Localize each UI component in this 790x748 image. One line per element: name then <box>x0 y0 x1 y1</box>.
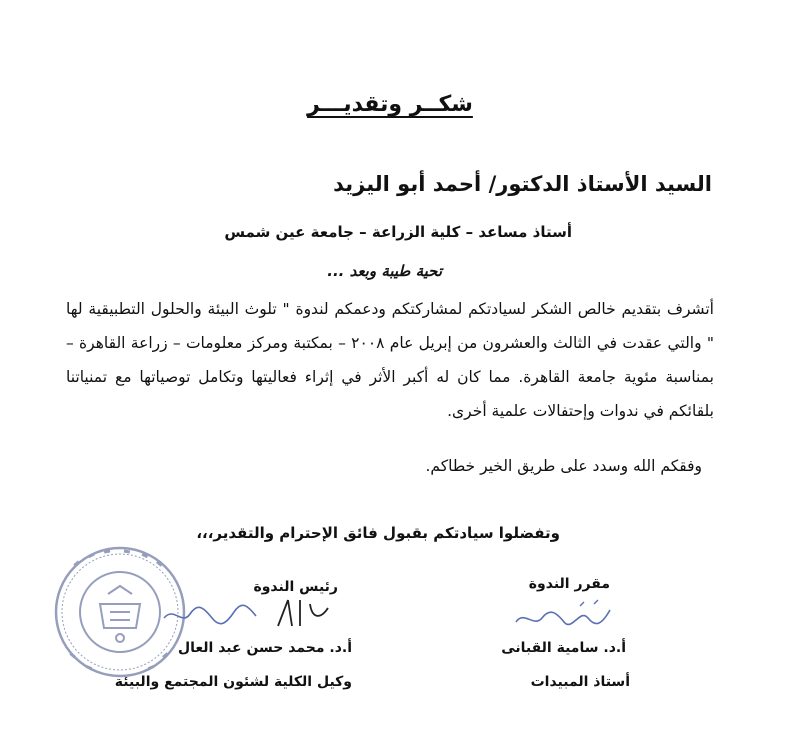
recipient-name: السيد الأستاذ الدكتور/ أحمد أبو اليزيد <box>333 172 712 196</box>
wish-line: وفقكم الله وسدد على طريق الخير خطاكم. <box>425 457 702 475</box>
rapporteur-signature <box>510 598 614 632</box>
rapporteur-role: مقرر الندوة <box>528 576 610 592</box>
chair-name: أ.د. محمد حسن عبد العال <box>177 640 352 656</box>
chair-title: وكيل الكلية لشئون المجتمع والبيئة <box>114 674 352 690</box>
letter-title: شكــر وتقديـــر <box>307 92 473 117</box>
rapporteur-title: أستاذ المبيدات <box>530 674 630 690</box>
chair-signature <box>160 596 338 630</box>
letter-body <box>66 292 714 428</box>
rapporteur-name: أ.د. سامية القبانى <box>501 640 626 656</box>
chair-role: رئيس الندوة <box>253 579 338 595</box>
recipient-position: أستاذ مساعد – كلية الزراعة – جامعة عين شمس <box>224 223 572 241</box>
body-paragraph: أتشرف بتقديم خالص الشكر لسيادتكم لمشاركتكم ودعمكم لندوة " تلوث البيئة والحلول التطبيقية لها " والتي عقدت في الثالث والعشرون من إبريل عام ٢٠٠٨ – بمكتبة ومركز معلومات – زراعة القاهرة – بمناسبة مئوية جامعة القاهرة. مما كان له أكبر الأثر في إثراء فعاليتها وتكامل توصياتها مع تمنياتنا بلقائكم في ندوات وإحتفالات علمية أخرى. <box>66 300 715 420</box>
closing-line: وتفضلوا سيادتكم بقبول فائق الإحترام والتقدير،،، <box>196 524 560 542</box>
greeting-line: تحية طيبة وبعد ... <box>327 262 442 280</box>
